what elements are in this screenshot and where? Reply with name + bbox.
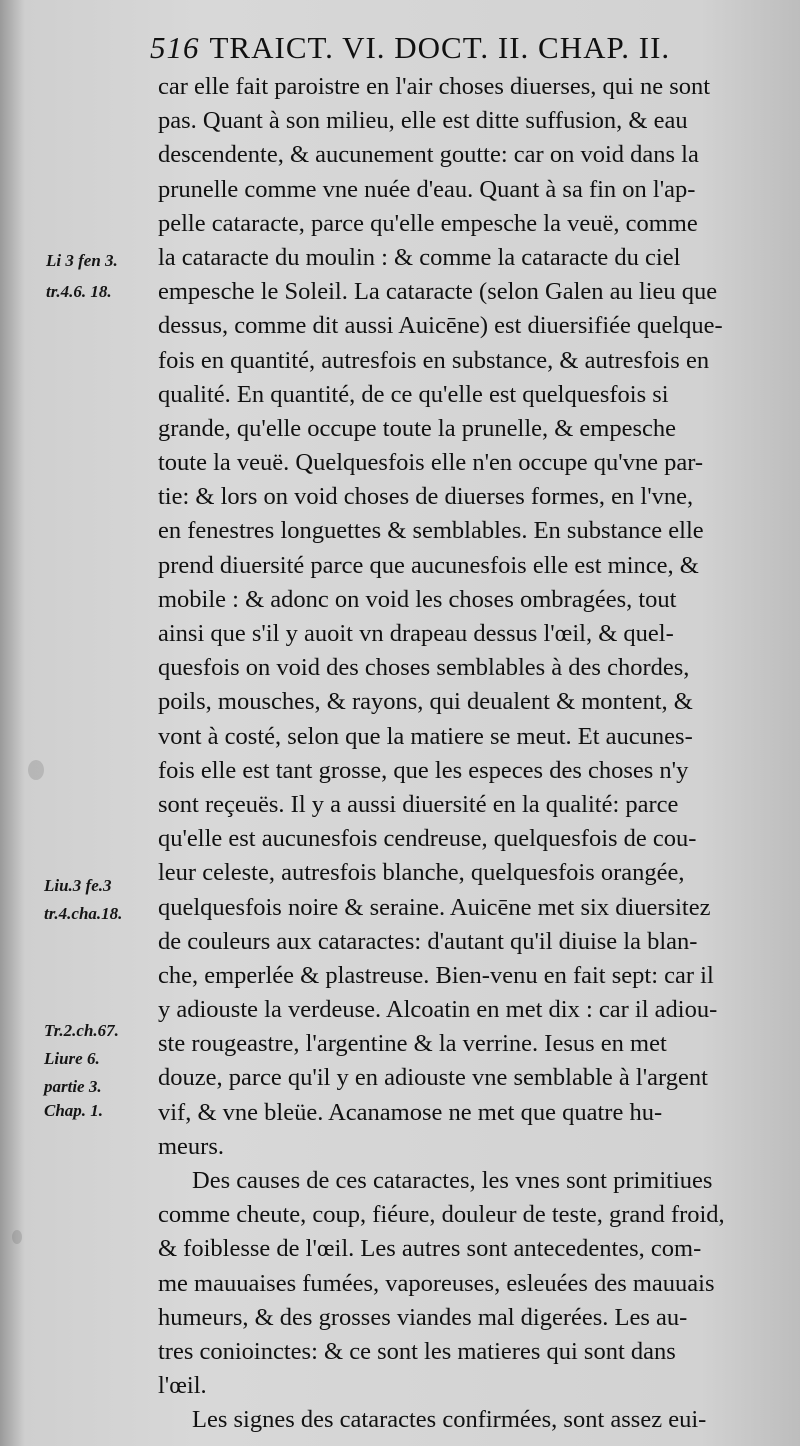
text-line: en fenestres longuettes & semblables. En substance elle bbox=[158, 517, 704, 545]
text-line: humeurs, & des grosses viandes mal digerées. Les au- bbox=[158, 1303, 688, 1331]
marginal-note: Liu.3 fe.3 bbox=[44, 876, 112, 895]
text-line: grande, qu'elle occupe toute la prunelle, & empesche bbox=[158, 414, 677, 442]
text-line: toute la veuë. Quelquesfois elle n'en occupe qu'vne par- bbox=[158, 449, 704, 477]
text-line: pas. Quant à son milieu, elle est ditte suffusion, & eau bbox=[158, 107, 688, 135]
text-line: & foiblesse de l'œil. Les autres sont antecedentes, com- bbox=[158, 1235, 702, 1263]
text-line: ainsi que s'il y auoit vn drapeau dessus l'œil, & quel- bbox=[158, 620, 674, 647]
text-line: vif, & vne bleüe. Acanamose ne met que quatre hu- bbox=[158, 1098, 663, 1126]
text-line: fois elle est tant grosse, que les especes des choses n'y bbox=[158, 756, 689, 784]
text-line: quelquesfois noire & seraine. Auicēne met six diuersitez bbox=[158, 893, 711, 921]
body-text bbox=[158, 70, 788, 1438]
text-line: y adiouste la verdeuse. Alcoatin en met dix : car il adiou- bbox=[158, 996, 718, 1024]
text-line: me mauuaises fumées, vaporeuses, esleuées des mauuais bbox=[158, 1269, 715, 1297]
text-line: comme cheute, coup, fiéure, douleur de teste, grand froid, bbox=[158, 1201, 725, 1229]
text-line: de couleurs aux cataractes: d'autant qu'il diuise la blan- bbox=[158, 927, 698, 955]
text-line: che, emperlée & plastreuse. Bien-venu en fait sept: car il bbox=[158, 961, 714, 989]
marginal-note: Tr.2.ch.67. bbox=[44, 1021, 119, 1040]
text-line: Des causes de ces cataractes, les vnes sont primitiues bbox=[192, 1167, 713, 1194]
marginal-note: partie 3. bbox=[44, 1077, 102, 1096]
marginal-note: tr.4.6. 18. bbox=[46, 282, 112, 301]
running-header bbox=[150, 30, 670, 66]
text-line: sont reçeuës. Il y a aussi diuersité en la qualité: parce bbox=[158, 790, 679, 818]
text-line: car elle fait paroistre en l'air choses diuerses, qui ne sont bbox=[158, 73, 711, 100]
page-number: 516 bbox=[150, 30, 200, 65]
text-line: quesfois on void des choses semblables à des chordes, bbox=[158, 654, 690, 682]
text-line: poils, mousches, & rayons, qui deualent & montent, & bbox=[158, 688, 693, 716]
paper-stain bbox=[12, 1230, 22, 1244]
marginal-note: tr.4.cha.18. bbox=[44, 904, 123, 923]
text-line: descendente, & aucunement goutte: car on void dans la bbox=[158, 141, 699, 169]
text-line: leur celeste, autresfois blanche, quelquesfois orangée, bbox=[158, 859, 685, 887]
marginal-note: Li 3 fen 3. bbox=[46, 251, 118, 270]
paper-stain bbox=[28, 760, 44, 780]
running-title: TRAICT. VI. DOCT. II. CHAP. II. bbox=[209, 30, 671, 65]
text-line: ste rougeastre, l'argentine & la verrine. Iesus en met bbox=[158, 1030, 667, 1058]
text-line: vont à costé, selon que la matiere se meut. Et aucunes- bbox=[158, 722, 693, 750]
text-line: Les signes des cataractes confirmées, sont assez eui- bbox=[192, 1406, 707, 1434]
text-line: meurs. bbox=[158, 1132, 224, 1160]
text-line: mobile : & adonc on void les choses ombragées, tout bbox=[158, 585, 677, 613]
text-line: qualité. En quantité, de ce qu'elle est quelquesfois si bbox=[158, 380, 669, 408]
text-line: pelle cataracte, parce qu'elle empesche la veuë, comme bbox=[158, 209, 698, 237]
text-line: tres conioinctes: & ce sont les matieres qui sont dans bbox=[158, 1337, 676, 1365]
text-line: tie: & lors on void choses de diuerses formes, en l'vne, bbox=[158, 483, 694, 511]
text-line: prend diuersité parce que aucunesfois elle est mince, & bbox=[158, 551, 699, 579]
text-line: fois en quantité, autresfois en substance, & autresfois en bbox=[158, 346, 710, 374]
text-line: empesche le Soleil. La cataracte (selon Galen au lieu que bbox=[158, 278, 718, 306]
marginal-note: Chap. 1. bbox=[44, 1101, 104, 1120]
text-line: la cataracte du moulin : & comme la cataracte du ciel bbox=[158, 243, 681, 271]
text-line: qu'elle est aucunesfois cendreuse, quelquesfois de cou- bbox=[158, 825, 697, 853]
text-line: douze, parce qu'il y en adiouste vne semblable à l'argent bbox=[158, 1064, 708, 1092]
text-line: l'œil. bbox=[158, 1372, 207, 1400]
marginal-note: Liure 6. bbox=[44, 1049, 100, 1068]
text-line: dessus, comme dit aussi Auicēne) est diuersifiée quelque- bbox=[158, 312, 723, 340]
text-line: prunelle comme vne nuée d'eau. Quant à sa fin on l'ap- bbox=[158, 175, 696, 203]
